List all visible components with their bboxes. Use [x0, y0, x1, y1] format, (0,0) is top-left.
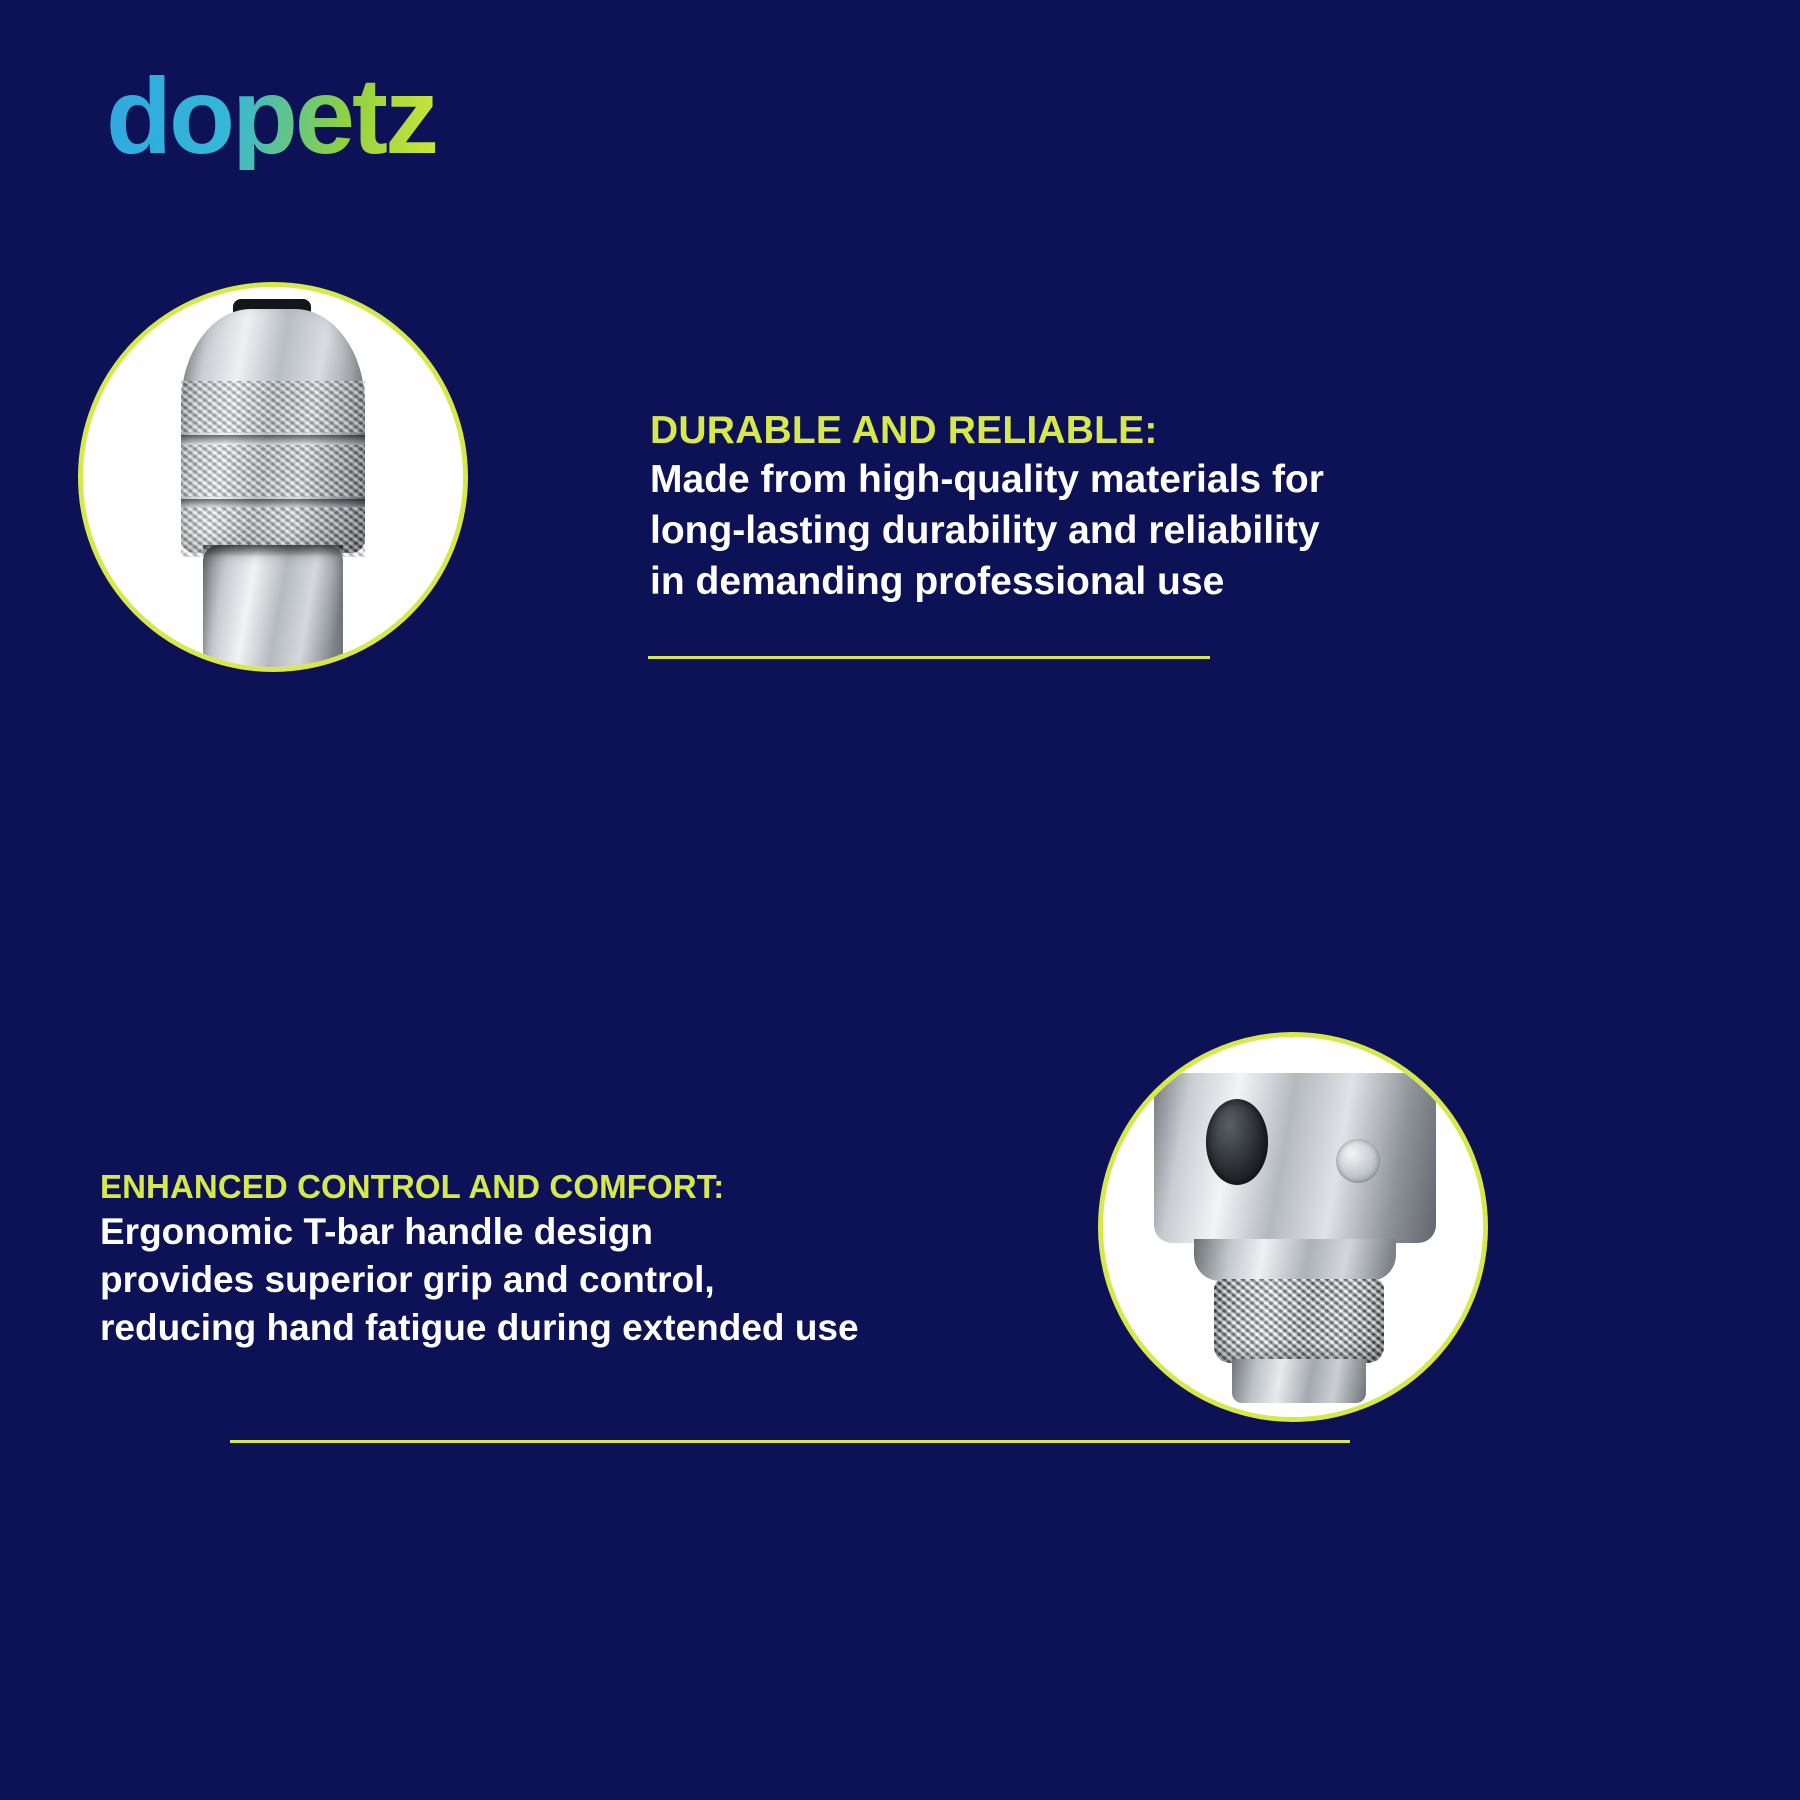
divider-top [648, 656, 1210, 659]
socket-knurled-collar [1214, 1279, 1384, 1363]
socket-head [1154, 1073, 1436, 1243]
brand-logo: dopetz [106, 55, 436, 176]
chuck-shank-shadow [203, 545, 343, 557]
chuck-shank [203, 545, 343, 669]
feature-image-enhanced-control-and-comfort [1098, 1032, 1488, 1422]
chuck-photo [83, 287, 463, 667]
knurl-band-1 [181, 381, 365, 433]
socket-detent-pin [1336, 1139, 1380, 1183]
feature-body-line-2-3: reducing hand fatigue during extended use [100, 1307, 859, 1349]
feature-text-durable-and-reliable [650, 408, 1510, 607]
socket-photo [1103, 1037, 1483, 1417]
feature-heading-2: ENHANCED CONTROL AND COMFORT: [100, 1168, 725, 1205]
chuck-body [181, 309, 365, 553]
divider-bottom [230, 1440, 1350, 1443]
feature-image-durable-and-reliable [78, 282, 468, 672]
feature-heading-1: DURABLE AND RELIABLE: [650, 409, 1158, 452]
feature-body-line-1-2: long-lasting durability and reliability [650, 508, 1320, 552]
knurl-band-2 [181, 445, 365, 497]
socket-neck [1194, 1239, 1396, 1281]
feature-body-line-2-2: provides superior grip and control, [100, 1259, 715, 1301]
groove-1 [181, 435, 365, 445]
socket-bore [1206, 1099, 1268, 1185]
socket-tip [1232, 1359, 1366, 1403]
feature-body-line-1-1: Made from high-quality materials for [650, 458, 1324, 502]
socket-adapter-illustration [1128, 1073, 1458, 1403]
feature-body-line-2-1: Ergonomic T-bar handle design [100, 1211, 654, 1253]
feature-body-line-1-3: in demanding professional use [650, 559, 1225, 603]
knurled-chuck-illustration [163, 287, 383, 667]
feature-text-enhanced-control-and-comfort [100, 1168, 1040, 1353]
